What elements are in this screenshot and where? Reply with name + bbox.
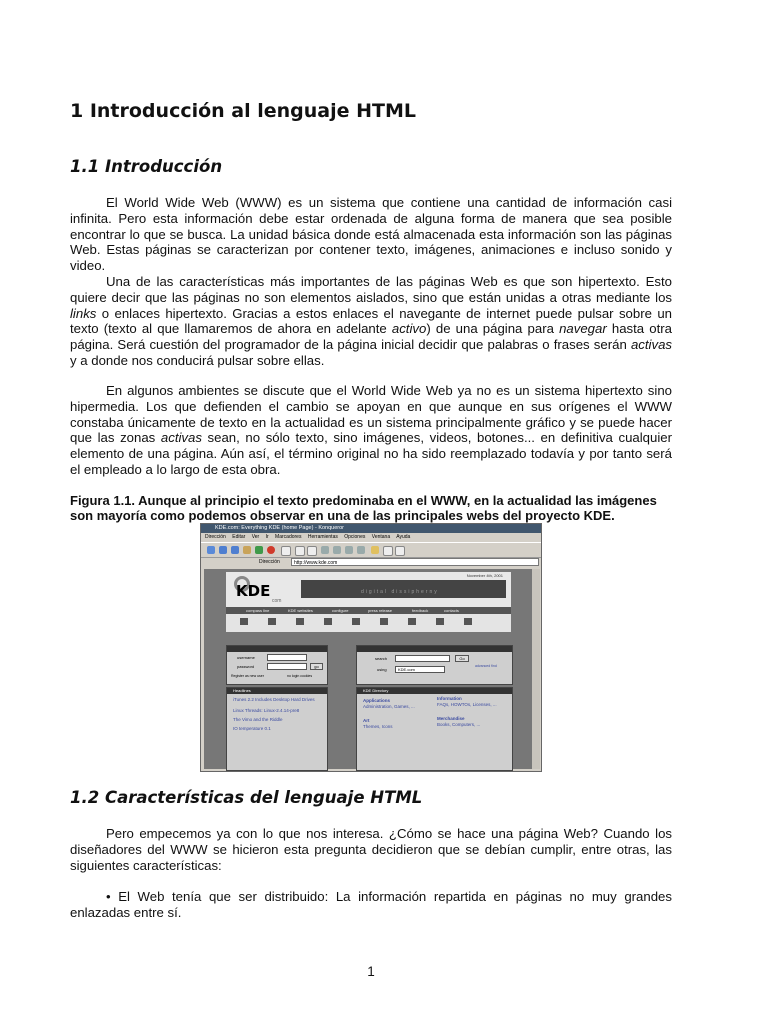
nav-link[interactable]: compass line [246, 608, 270, 613]
polls-icon[interactable] [464, 618, 472, 625]
menu-item[interactable]: Marcadores [275, 534, 302, 540]
directory-item [363, 718, 433, 730]
directory-name[interactable]: Art [363, 718, 370, 723]
italic-activo: activo [391, 321, 427, 337]
login-box [226, 645, 328, 685]
nav-link[interactable]: contacts [444, 608, 459, 613]
directory-desc: Administration, Games, ... [363, 704, 415, 709]
password-label: password [237, 664, 255, 669]
paragraph-hipermedia [70, 383, 672, 478]
directory-title: KDE Directory [357, 688, 512, 694]
nav-link[interactable]: KDE websites [288, 608, 313, 613]
window-title: KDE.com: Everything KDE (home Page) - Konqueror [201, 524, 541, 533]
directory-item [437, 716, 509, 728]
kde-logo: KDE [236, 582, 271, 600]
globe-icon[interactable] [352, 618, 360, 625]
engine-select[interactable]: KDE.com [395, 666, 445, 673]
reload-icon[interactable] [255, 546, 263, 554]
text-run: ) de una página para [426, 321, 560, 337]
password-input[interactable] [267, 663, 307, 670]
home-icon[interactable] [243, 546, 251, 554]
home-icon[interactable] [240, 618, 248, 625]
copy-icon[interactable] [295, 546, 305, 556]
search-label: search [375, 656, 388, 661]
menu-item[interactable]: Ayuda [396, 534, 411, 540]
section-heading-caracteristicas: 1.2 Características del lenguaje HTML [70, 788, 423, 807]
forward-arrow-icon[interactable] [231, 546, 239, 554]
text-run: hasta otra página. Será cuestión del programador de la página inicial decidir que palabras o frases serán [70, 321, 672, 353]
italic-navegar: navegar [559, 321, 607, 337]
figure-caption: Figura 1.1. Aunque al principio el texto predominaba en el WWW, en la actualidad las imágenes son mayoría como podemos observar en una de las principales webs del proyecto KDE. [70, 493, 657, 524]
menu-item[interactable]: Opciones [344, 534, 366, 540]
menu-item[interactable]: Ventana [371, 534, 391, 540]
up-arrow-icon[interactable] [207, 546, 215, 554]
banner [301, 580, 506, 598]
directory-desc: FAQs, HOWTOs, Licenses, ... [437, 702, 497, 707]
no-cookies-checkbox[interactable]: no login cookies [287, 674, 313, 678]
directory-desc: Themes, Icons [363, 724, 393, 729]
date-text: November 4th, 2001 [466, 573, 503, 578]
paragraph-hipertexto [70, 274, 672, 369]
login-box-header [227, 646, 327, 652]
icon-row [226, 614, 511, 632]
guide-icon[interactable] [380, 618, 388, 625]
login-go-button[interactable]: go [310, 663, 323, 670]
directory-item [363, 698, 433, 710]
headline-item[interactable]: iTunes 2.2 Includes Desktop Hard Drives [233, 697, 315, 702]
search-go-button[interactable]: Go [455, 655, 469, 662]
figure-kde-screenshot [200, 523, 542, 772]
username-label: username [237, 655, 255, 660]
menu-item[interactable]: Dirección [205, 534, 226, 540]
scrollbar[interactable] [532, 569, 540, 769]
italic-links: links [70, 305, 97, 321]
location-bar [201, 557, 541, 568]
text-run: sean, no sólo texto, sino imágenes, videos, botones... en definitiva cualquier elemento de una página. Aún así, el término original no ha sido reemplazado todavía y por tanto será el empleado a lo largo de esta obra. [70, 430, 673, 477]
italic-activas: activas [630, 337, 672, 353]
advanced-find-link[interactable]: advanced find [475, 664, 497, 668]
tools-icon[interactable] [436, 618, 444, 625]
search-box [356, 645, 513, 685]
directory-box [356, 687, 513, 771]
nav-link[interactable]: feedback [412, 608, 429, 613]
username-input[interactable] [267, 654, 307, 661]
toolbar [201, 542, 541, 558]
headline-item[interactable]: Linux Threads: Linux-2.4.14-pre8 [233, 708, 300, 713]
page-number: 1 [367, 964, 375, 979]
search-box-header [357, 646, 512, 652]
paragraph-www: El World Wide Web (WWW) es un sistema que contiene una cantidad de información casi infinita. Pero esta información debe estar ordenada de alguna forma de manera que sea posible encontrar lo que se busca. La unidad básica donde está almacenada esta información son las páginas Web. Estas páginas se caracterizan por contener texto, imágenes, animaciones e incluso sonido y video. [70, 195, 672, 274]
using-label: using [377, 667, 387, 672]
headlines-box [226, 687, 328, 771]
register-link[interactable]: Register as new user [231, 674, 264, 678]
directory-desc: Books, Computers, ... [437, 722, 481, 727]
bullet-distribuido: • El Web tenía que ser distribuido: La información repartida en páginas no muy grandes enlazadas entre sí. [70, 889, 672, 920]
location-label: Dirección [259, 559, 280, 565]
news-icon[interactable] [268, 618, 276, 625]
nav-link[interactable]: press release [368, 608, 393, 613]
nav-links [226, 607, 511, 614]
links-icon[interactable] [408, 618, 416, 625]
apps-icon[interactable] [296, 618, 304, 625]
italic-activas: activas [160, 430, 202, 446]
directory-name[interactable]: Merchandise [437, 716, 465, 721]
zoom-out-icon[interactable] [345, 546, 353, 554]
headline-item[interactable]: IO temperature 0.1 [233, 726, 271, 731]
text-run: Una de las características más importantes de las páginas Web es que son hipertexto. Esto quiere decir que las páginas no son elementos aislados, sino que están unidas a otras mediante los [70, 274, 672, 305]
menubar [201, 533, 541, 542]
print-icon[interactable] [281, 546, 291, 556]
menu-item[interactable]: Ver [251, 534, 260, 540]
tagline: digital dissipherny [361, 589, 439, 595]
directory-name[interactable]: Information [437, 696, 462, 701]
menu-item[interactable]: Editar [232, 534, 246, 540]
find-icon[interactable] [321, 546, 329, 554]
stop-icon[interactable] [267, 546, 275, 554]
headline-item[interactable]: The Vimo and the Riddle [233, 717, 283, 722]
nav-link[interactable]: configure [332, 608, 349, 613]
headlines-list [233, 697, 323, 732]
back-arrow-icon[interactable] [219, 546, 227, 554]
search-input[interactable] [395, 655, 450, 662]
directory-name[interactable]: Applications [363, 698, 391, 703]
headlines-title: Headlines [227, 688, 327, 694]
text-run: o enlaces hipertexto. Gracias a estos enlaces el navegante de internet puede pulsar sobre un texto (texto al que llamaremos de ahora en adelante [70, 305, 672, 337]
zoom-in-icon[interactable] [333, 546, 341, 554]
directory-item [437, 696, 509, 708]
chapter-heading: 1 Introducción al lenguaje HTML [70, 100, 417, 122]
art-icon[interactable] [324, 618, 332, 625]
paste-icon[interactable] [307, 546, 317, 556]
document-icon[interactable] [383, 546, 393, 556]
text-run: y a donde nos conducirá pulsar sobre ellas. [70, 352, 325, 368]
browser-content [204, 569, 532, 769]
menu-item[interactable]: Ir [265, 534, 269, 540]
zoom-icon[interactable] [357, 546, 365, 554]
section-heading-introduccion: 1.1 Introducción [70, 157, 223, 176]
url-field[interactable]: http://www.kde.com [291, 558, 539, 566]
kde-logo-sub: com [272, 598, 282, 604]
kde-header [226, 572, 511, 607]
folder-icon[interactable] [371, 546, 379, 554]
text-run: En algunos ambientes se discute que el World Wide Web ya no es un sistema hipertexto sino hipermedia. Los que defienden el cambio se apoyan en que aunque en sus orígenes el WWW constaba únicamente de texto en la actualidad es un sistema principalmente gráfico y se puede hacer que las zonas [70, 383, 672, 446]
menu-item[interactable]: Herramientas [307, 534, 338, 540]
paragraph-empecemos: Pero empecemos ya con lo que nos interesa. ¿Cómo se hace una página Web? Cuando los diseñadores del WWW se hicieron esta pregunta decidieron que se debían cumplir, entre otras, las siguientes características: [70, 826, 672, 873]
page-icon[interactable] [395, 546, 405, 556]
